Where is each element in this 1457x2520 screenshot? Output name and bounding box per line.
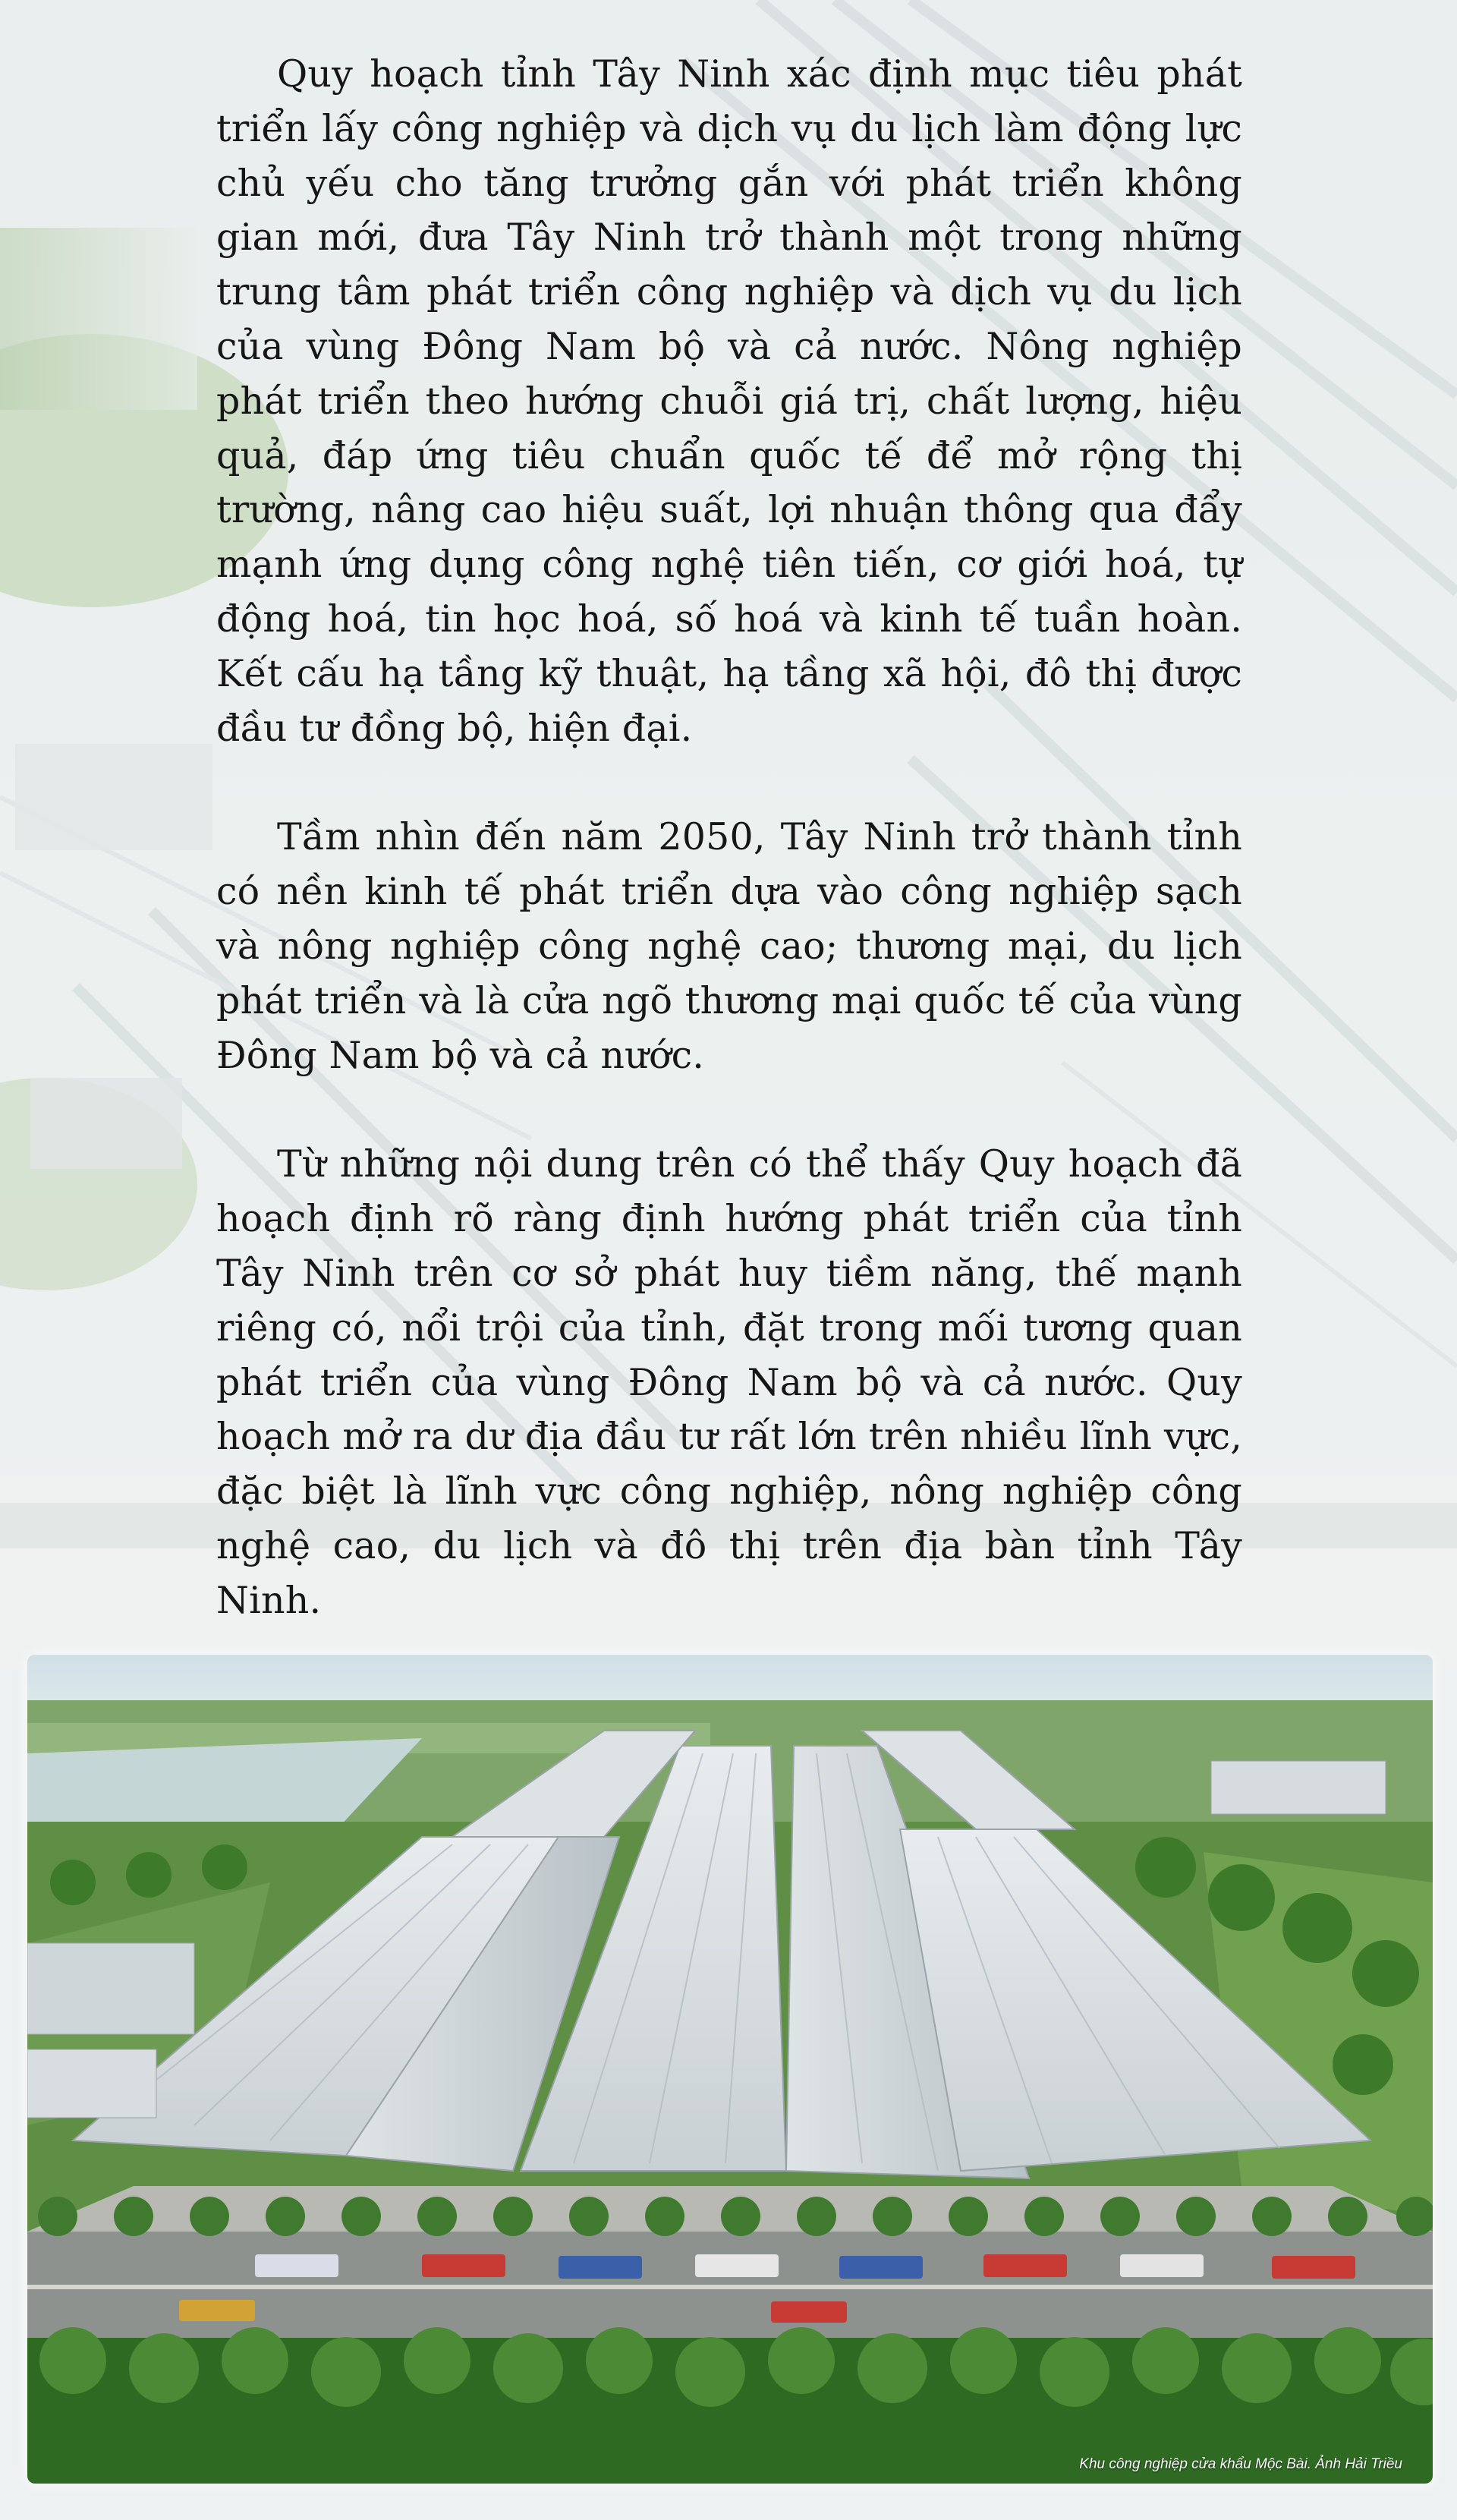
photo-caption: Khu công nghiệp cửa khẩu Mộc Bài. Ảnh Hải Triều [1079,2456,1402,2472]
industrial-park-photo [27,1655,1433,2484]
article-paragraph-1: Quy hoạch tỉnh Tây Ninh xác định mục tiêu phát triển lấy công nghiệp và dịch vụ du lịch làm động lực chủ yếu cho tăng trưởng gắn với phát triển không gian mới, đưa Tây Ninh trở thành một trong những trung tâm phát triển công nghiệp và dịch vụ du lịch của vùng Đông Nam bộ và cả nước. Nông nghiệp phát triển theo hướng chuỗi giá trị, chất lượng, hiệu quả, đáp ứng tiêu chuẩn quốc tế để mở rộng thị trường, nâng cao hiệu suất, lợi nhuận thông qua đẩy mạnh ứng dụng công nghệ tiên tiến, cơ giới hoá, tự động hoá, tin học hoá, số hoá và kinh tế tuần hoàn. Kết cấu hạ tầng kỹ thuật, hạ tầng xã hội, đô thị được đầu tư đồng bộ, hiện đại. [216,52,1242,750]
article-paragraph-2: Tầm nhìn đến năm 2050, Tây Ninh trở thành tỉnh có nền kinh tế phát triển dựa vào công nghiệp sạch và nông nghiệp công nghệ cao; thương mại, du lịch phát triển và là cửa ngõ thương mại quốc tế của vùng Đông Nam bộ và cả nước. [216,815,1242,1077]
article-body [216,47,1242,1683]
article-paragraph-3: Từ những nội dung trên có thể thấy Quy hoạch đã hoạch định rõ ràng định hướng phát triển của tỉnh Tây Ninh trên cơ sở phát huy tiềm năng, thế mạnh riêng có, nổi trội của tỉnh, đặt trong mối tương quan phát triển của vùng Đông Nam bộ và cả nước. Quy hoạch mở ra dư địa đầu tư rất lớn trên nhiều lĩnh vực, đặc biệt là lĩnh vực công nghiệp, nông nghiệp công nghệ cao, du lịch và đô thị trên địa bàn tỉnh Tây Ninh. [216,1142,1242,1622]
